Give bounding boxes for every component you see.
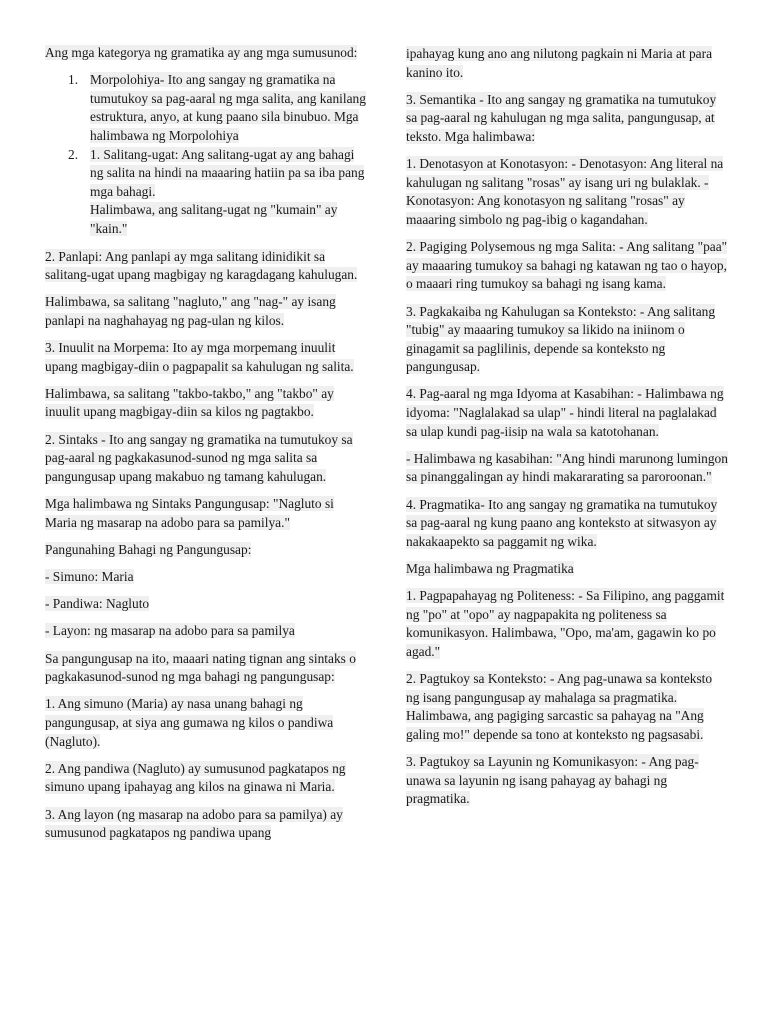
paragraph: 3. Inuulit na Morpema: Ito ay mga morpemang inuulit upang magbigay-diin o pagpapalit sa kahulugan ng salita. <box>45 340 354 374</box>
paragraph: 4. Pragmatika- Ito ang sangay ng gramatika na tumutukoy sa pag-aaral ng kung paano ang konteksto at sitwasyon ay nakakaapekto sa paggamit ng wika. <box>406 496 718 549</box>
paragraph: Mga halimbawa ng Sintaks Pangungusap: "Nagluto si Maria ng masarap na adobo para sa pamilya." <box>45 496 334 530</box>
paragraph: 3. Pagtukoy sa Layunin ng Komunikasyon: - Ang pag-unawa sa layunin ng isang pahayag ay bahagi ng pragmatika. <box>406 754 699 807</box>
paragraph: 3. Ang layon (ng masarap na adobo para sa pamilya) ay sumusunod pagkatapos ng pandiwa upang <box>45 806 343 841</box>
paragraph: - Simuno: Maria <box>45 569 134 584</box>
paragraph: 1. Denotasyon at Konotasyon: - Denotasyon: Ang literal na kahulugan ng salitang "rosas" ay isang uri ng bulaklak. - Konotasyon: Ang konotasyon ng salitang "rosas" ay maaaring simbolo ng pag-ibig o kagandahan. <box>406 156 724 227</box>
paragraph: 2. Sintaks - Ito ang sangay ng gramatika na tumutukoy sa pag-aaral ng pagkakasunod-sunod ng mga salita sa pangungusap upang makabuo ng tamang kahulugan. <box>45 431 353 484</box>
list-item: 2. 1. Salitang-ugat: Ang salitang-ugat ay ang bahagi ng salita na hindi na maaaring hatiin pa sa iba pang mga bahagi. Halimbawa, ang salitang-ugat ng "kumain" ay "kain." <box>68 146 365 236</box>
paragraph: Mga halimbawa ng Pragmatika <box>406 561 574 576</box>
paragraph: 1. Ang simuno (Maria) ay nasa unang bahagi ng pangungusap, at siya ang gumawa ng kilos o pandiwa (Nagluto). <box>45 696 334 749</box>
paragraph: - Layon: ng masarap na adobo para sa pamilya <box>45 623 295 639</box>
paragraph: Pangunahing Bahagi ng Pangungusap: <box>45 541 252 557</box>
paragraph: - Pandiwa: Nagluto <box>45 596 150 612</box>
numbered-list <box>45 71 367 238</box>
paragraph: - Halimbawa ng kasabihan: "Ang hindi marunong lumingon sa pinanggalingan ay hindi makararating sa paroroonan." <box>406 450 728 485</box>
list-item: 1. Morpolohiya- Ito ang sangay ng gramatika na tumutukoy sa pag-aaral ng mga salita, ang kanilang estruktura, anyo, at kung paano sila binubuo. Mga halimbawa ng Morpolohiya <box>68 72 366 143</box>
paragraph: 3. Semantika - Ito ang sangay ng gramatika na tumutukoy sa pag-aaral ng kahulugan ng mga salita, pangungusap, at teksto. Mga halimbawa: <box>406 91 717 144</box>
paragraph: 2. Pagiging Polysemous ng mga Salita: - Ang salitang "paa" ay maaaring tumukoy sa bahagi ng katawan ng tao o hayop, o maaari ring tumukoy sa bahagi ng isang kama. <box>406 239 728 292</box>
intro-paragraph: Ang mga kategorya ng gramatika ay ang mga sumusunod: <box>45 45 358 60</box>
paragraph: Halimbawa, sa salitang "nagluto," ang "nag-" ay isang panlapi na naghahayag ng pag-ulan ng kilos. <box>45 294 336 328</box>
paragraph: Sa pangungusap na ito, maaari nating tignan ang sintaks o pagkakasunod-sunod ng mga bahagi ng pangungusap: <box>45 650 356 685</box>
paragraph: ipahayag kung ano ang nilutong pagkain ni Maria at para kanino ito. <box>406 46 713 80</box>
paragraph: 2. Pagtukoy sa Konteksto: - Ang pag-unawa sa konteksto ng isang pangungusap ay mahalaga sa pragmatika. Halimbawa, ang pagiging sarcastic sa pahayag na "Ang galing mo!" depende sa tono at konteksto ng pagsasabi. <box>406 671 713 742</box>
paragraph: 3. Pagkakaiba ng Kahulugan sa Konteksto: - Ang salitang "tubig" ay maaaring tumukoy sa likido na iniinom o ginagamit sa paglilinis, depende sa konteksto ng pangungusap. <box>406 303 716 375</box>
paragraph: Halimbawa, sa salitang "takbo-takbo," ang "takbo" ay inuulit upang magbigay-diin sa kilos ng pagtakbo. <box>45 385 334 420</box>
right-column <box>406 45 728 818</box>
paragraph: 1. Pagpapahayag ng Politeness: - Sa Filipino, ang paggamit ng "po" at "opo" ay nagpapakita ng politeness sa komunikasyon. Halimbawa, "Opo, ma'am, gagawin ko po agad." <box>406 588 725 659</box>
paragraph: 2. Ang pandiwa (Nagluto) ay sumusunod pagkatapos ng simuno upang ipahayag ang kilos na ginawa ni Maria. <box>45 760 346 795</box>
paragraph: 2. Panlapi: Ang panlapi ay mga salitang idinidikit sa salitang-ugat upang magbigay ng karagdagang kahulugan. <box>45 248 358 283</box>
left-column <box>45 44 367 851</box>
paragraph: 4. Pag-aaral ng mga Idyoma at Kasabihan: - Halimbawa ng idyoma: "Naglalakad sa ulap" - hindi literal na paglalakad sa ulap kundi pag-iisip na wala sa katotohanan. <box>406 386 724 439</box>
